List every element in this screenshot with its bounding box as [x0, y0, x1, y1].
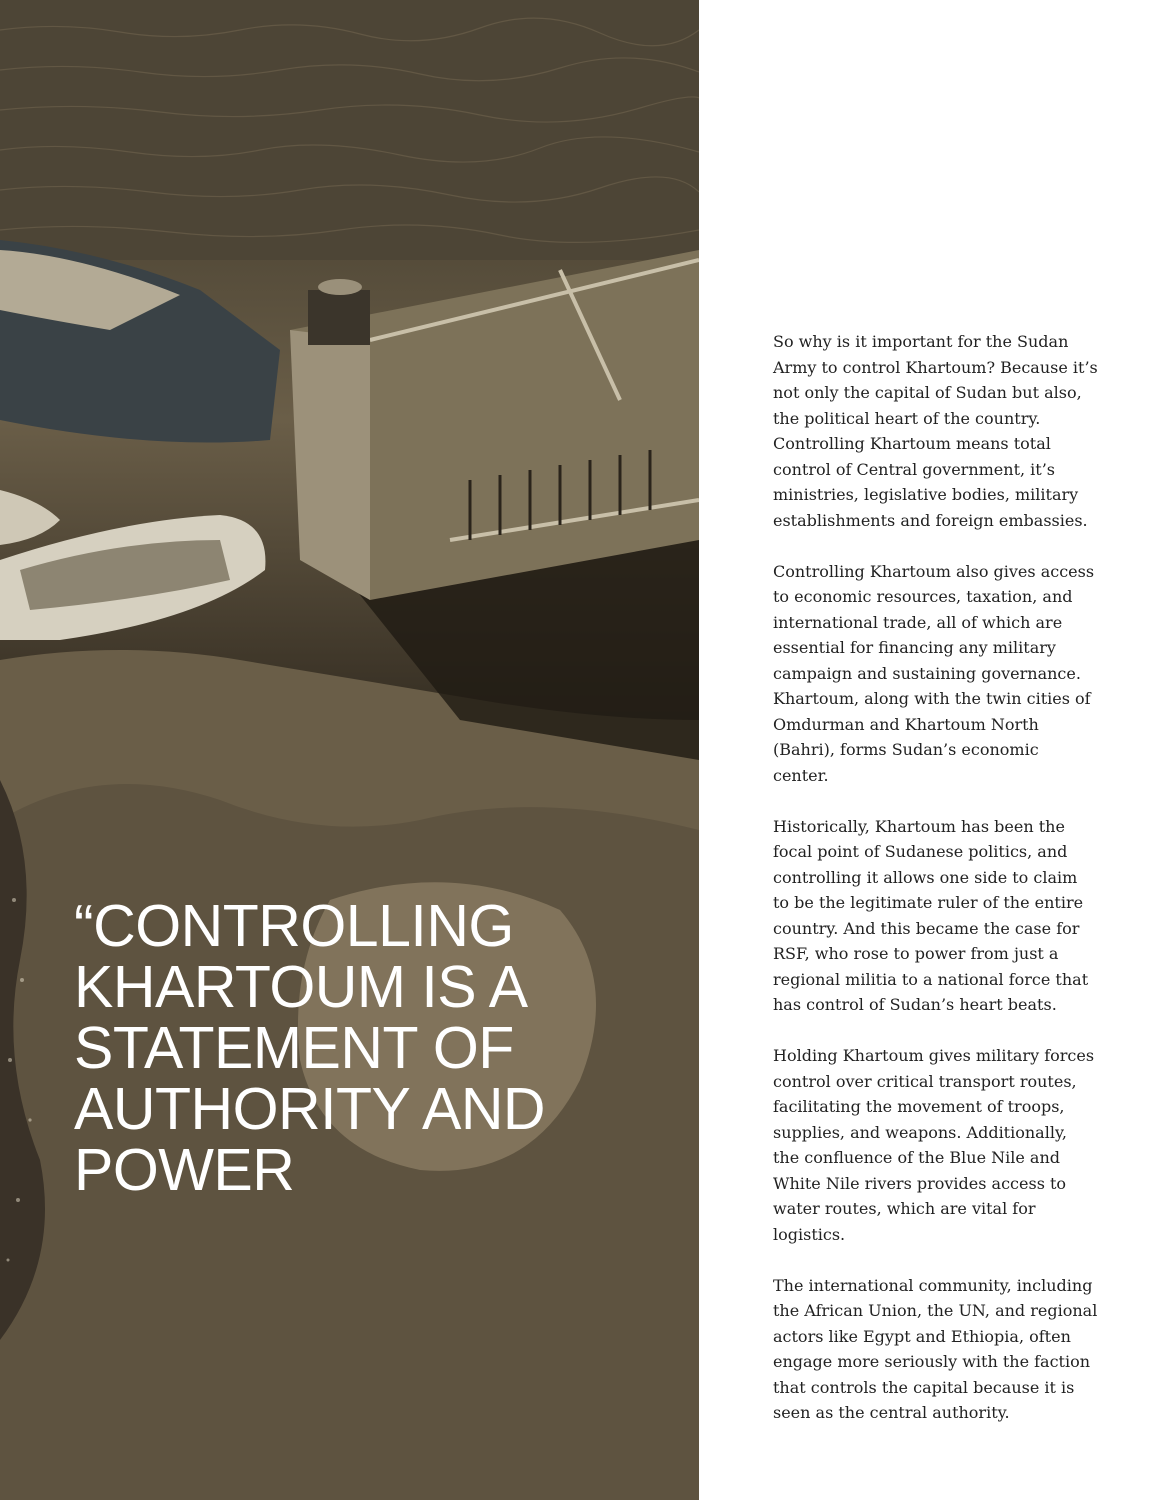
paragraph: The international community, including the African Union, the UN, and regional actors like Egypt and Ethiopia, often engage more seriously with the faction that controls the capital because it is seen as the central authority. [773, 1275, 1098, 1422]
paragraph: So why is it important for the Sudan Army to control Khartoum? Because it’s not only the capital of Sudan but also, the political heart of the country. Controlling Khartoum means total control of Central government, it’s ministries, legislative bodies, military establishments and foreign embassies. [773, 332, 1098, 530]
pull-quote: “CONTROLLING KHARTOUM IS A STATEMENT OF AUTHORITY AND POWER [74, 893, 546, 1203]
paragraph: Holding Khartoum gives military forces control over critical transport routes, facilitating the movement of troops, supplies, and weapons. Additionally, the confluence of the Blue Nile and White Nile rivers provides access to water routes, which are vital for logistics. [773, 1046, 1095, 1244]
article-body [773, 329, 1098, 1451]
paragraph: Controlling Khartoum also gives access to economic resources, taxation, and international trade, all of which are essential for financing any military campaign and sustaining governance. Khartoum, along with the twin cities of Omdurman and Khartoum North (Bahri), forms Sudan’s economic center. [773, 561, 1095, 785]
paragraph: Historically, Khartoum has been the focal point of Sudanese politics, and controlling it allows one side to claim to be the legitimate ruler of the entire country. And this became the case for RSF, who rose to power from just a regional militia to a national force that has control of Sudan’s heart beats. [773, 816, 1089, 1014]
